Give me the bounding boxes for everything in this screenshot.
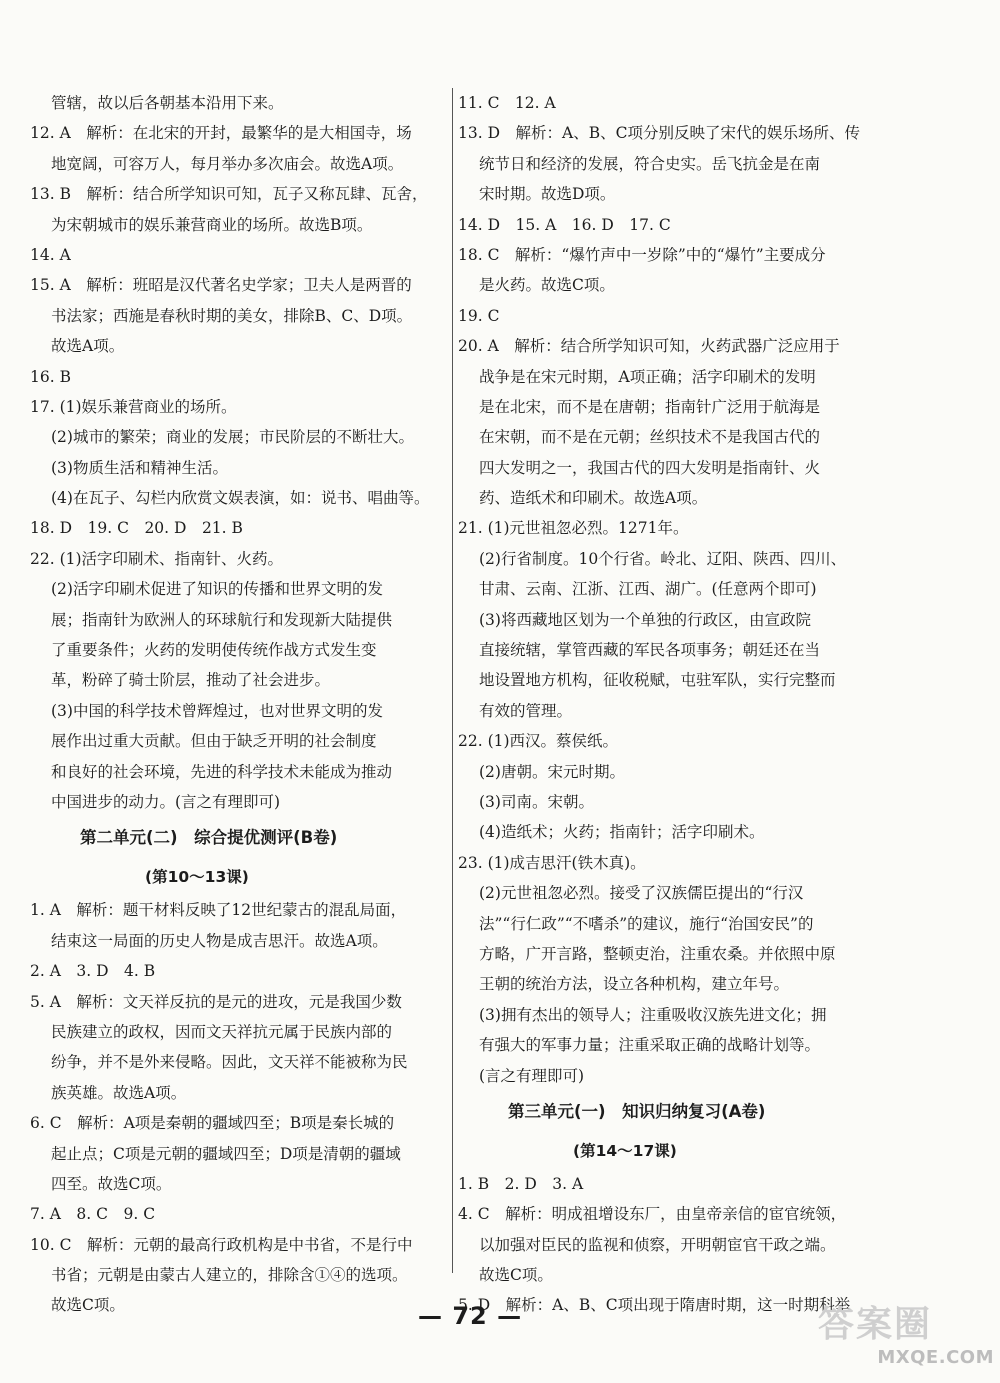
answer-line: 起止点；C项是元朝的疆域四至；D项是清朝的疆域	[51, 1144, 401, 1163]
answer-line: 地设置地方机构，征收税赋，屯驻军队，实行完整而	[479, 671, 836, 690]
answer-line: 书法家；西施是春秋时期的美女，排除B、C、D项。	[51, 306, 413, 325]
answer-line: 展；指南针为欧洲人的环球航行和发现新大陆提供	[51, 610, 393, 629]
answer-line: 5. A 解析：文天祥反抗的是元的进攻，元是我国少数	[30, 992, 402, 1011]
answer-line: 14. D 15. A 16. D 17. C	[458, 215, 671, 234]
answer-line: (3)物质生活和精神生活。	[51, 458, 228, 477]
answer-line: 1. A 解析：题干材料反映了12世纪蒙古的混乱局面，	[30, 901, 407, 920]
watermark-logo-text: 答案圈	[818, 1304, 933, 1345]
answer-line: 药、造纸术和印刷术。故选A项。	[479, 489, 708, 508]
answer-line: 17. (1)娱乐兼营商业的场所。	[30, 397, 237, 416]
answer-line: 21. (1)元世祖忽必烈。1271年。	[458, 519, 689, 538]
answer-line: 纷争，并不是外来侵略。因此，文天祥不能被称为民	[51, 1053, 408, 1072]
answer-line: 书省；元朝是由蒙古人建立的，排除含①④的选项。	[51, 1266, 408, 1285]
answer-line: 6. C 解析：A项是秦朝的疆域四至；B项是秦长城的	[30, 1114, 395, 1133]
answer-line: 13. D 解析：A、B、C项分别反映了宋代的娱乐场所、传	[458, 124, 860, 143]
answer-line: 18. C 解析：“爆竹声中一岁除”中的“爆竹”主要成分	[458, 245, 826, 264]
answer-line: 展作出过重大贡献。但由于缺乏开明的社会制度	[51, 732, 377, 751]
answer-line: 19. C	[458, 306, 500, 325]
column-divider	[452, 88, 453, 1273]
answer-line: (言之有理即可)	[479, 1066, 585, 1085]
answer-line: (2)元世祖忽必烈。接受了汉族儒臣提出的“行汉	[479, 884, 804, 903]
answer-line: 方略，广开言路，整顿吏治，注重农桑。并依照中原	[479, 944, 836, 963]
answer-line: 是火药。故选C项。	[479, 276, 615, 295]
watermark-domain: MXQE.COM	[877, 1347, 994, 1368]
answer-line: 直接统辖，掌管西藏的军民各项事务；朝廷还在当	[479, 641, 821, 660]
answer-line: 10. C 解析：元朝的最高行政机构是中书省，不是行中	[30, 1235, 413, 1254]
answer-line: 有效的管理。	[479, 701, 573, 720]
page-number: — 72 —	[418, 1302, 523, 1330]
answer-line: (4)造纸术；火药；指南针；活字印刷术。	[479, 823, 765, 842]
answer-line: 了重要条件；火药的发明使传统作战方式发生变	[51, 641, 377, 660]
answer-line: 革，粉碎了骑士阶层，推动了社会进步。	[51, 671, 331, 690]
answer-line: 23. (1)成吉思汗(铁木真)。	[458, 853, 646, 872]
answer-line: 四至。故选C项。	[51, 1174, 172, 1193]
answer-line: 22. (1)活字印刷术、指南针、火药。	[30, 549, 284, 568]
answer-line: (2)唐朝。宋元时期。	[479, 762, 625, 781]
answer-line: 甘肃、云南、江浙、江西、湖广。(任意两个即可)	[479, 580, 817, 599]
answer-line: 13. B 解析：结合所学知识可知，瓦子又称瓦肆、瓦舍，	[30, 185, 428, 204]
answer-line: (2)活字印刷术促进了知识的传播和世界文明的发	[51, 580, 383, 599]
answer-line: 有强大的军事力量；注重采取正确的战略计划等。	[479, 1036, 821, 1055]
answer-line: (3)将西藏地区划为一个单独的行政区，由宣政院	[479, 610, 811, 629]
answer-line: 和良好的社会环境，先进的科学技术未能成为推动	[51, 762, 393, 781]
answer-line: (3)司南。宋朝。	[479, 792, 594, 811]
answer-line: 16. B	[30, 367, 71, 386]
answer-line: 11. C 12. A	[458, 94, 556, 112]
answer-line: (2)行省制度。10个行省。岭北、辽阳、陕西、四川、	[479, 549, 847, 568]
answer-line: 族英雄。故选A项。	[51, 1083, 187, 1102]
answer-line: 故选C项。	[479, 1266, 553, 1285]
answer-line: 统节日和经济的发展，符合史实。岳飞抗金是在南	[479, 154, 821, 173]
answer-line: 22. (1)西汉。蔡侯纸。	[458, 732, 619, 751]
section-heading: 第二单元(二) 综合提优测评(B卷)	[80, 828, 338, 848]
right-column	[458, 88, 876, 1321]
answer-line: 18. D 19. C 20. D 21. B	[30, 519, 243, 538]
answer-line: 宋时期。故选D项。	[479, 185, 616, 204]
section-subheading: (第14～17课)	[573, 1141, 677, 1160]
answer-line: (4)在瓦子、勾栏内欣赏文娱表演，如：说书、唱曲等。	[51, 489, 430, 508]
answer-line: (3)中国的科学技术曾辉煌过，也对世界文明的发	[51, 701, 383, 720]
answer-line: 地宽阔，可容万人，每月举办多次庙会。故选A项。	[51, 154, 404, 173]
answer-line: 20. A 解析：结合所学知识可知，火药武器广泛应用于	[458, 337, 840, 356]
answer-line: 民族建立的政权，因而文天祥抗元属于民族内部的	[51, 1022, 393, 1041]
answer-line: 4. C 解析：明成祖增设东厂，由皇帝亲信的宦官统领，	[458, 1205, 847, 1224]
answer-line: 管辖，故以后各朝基本沿用下来。	[51, 94, 284, 112]
answer-line: (3)拥有杰出的领导人；注重吸收汉族先进文化；拥	[479, 1005, 827, 1024]
answer-line: 结束这一局面的历史人物是成吉思汗。故选A项。	[51, 931, 388, 950]
watermark-logo	[818, 1296, 994, 1378]
answer-line: 1. B 2. D 3. A	[458, 1174, 584, 1193]
answer-line: 法”“行仁政”“不嗜杀”的建议，施行“治国安民”的	[479, 914, 814, 933]
answer-line: 故选A项。	[51, 337, 125, 356]
section-heading: 第三单元(一) 知识归纳复习(A卷)	[508, 1101, 766, 1121]
answer-line: 是在北宋，而不是在唐朝；指南针广泛用于航海是	[479, 397, 821, 416]
answer-line: 14. A	[30, 245, 71, 264]
answer-line: 在宋朝，而不是在元朝；丝织技术不是我国古代的	[479, 428, 821, 447]
answer-line: (2)城市的繁荣；商业的发展；市民阶层的不断壮大。	[51, 428, 414, 447]
answer-line: 7. A 8. C 9. C	[30, 1205, 156, 1224]
left-column	[30, 88, 450, 1321]
answer-line: 故选C项。	[51, 1296, 125, 1315]
answer-line: 中国进步的动力。(言之有理即可)	[51, 792, 281, 811]
answer-line: 以加强对臣民的监视和侦察，开明朝宦官干政之端。	[479, 1235, 836, 1254]
answer-line: 15. A 解析：班昭是汉代著名史学家；卫夫人是两晋的	[30, 276, 412, 295]
answer-line: 战争是在宋元时期，A项正确；活字印刷术的发明	[479, 367, 816, 386]
answer-line: 王朝的统治方法，设立各种机构，建立年号。	[479, 975, 790, 994]
answer-line: 为宋朝城市的娱乐兼营商业的场所。故选B项。	[51, 215, 373, 234]
answer-line: 12. A 解析：在北宋的开封，最繁华的是大相国寺，场	[30, 124, 412, 143]
section-subheading: (第10～13课)	[145, 868, 249, 887]
answer-line: 5. D 解析：A、B、C项出现于隋唐时期，这一时期科举	[458, 1296, 851, 1315]
answer-line: 2. A 3. D 4. B	[30, 962, 156, 981]
answer-line: 四大发明之一，我国古代的四大发明是指南针、火	[479, 458, 821, 477]
